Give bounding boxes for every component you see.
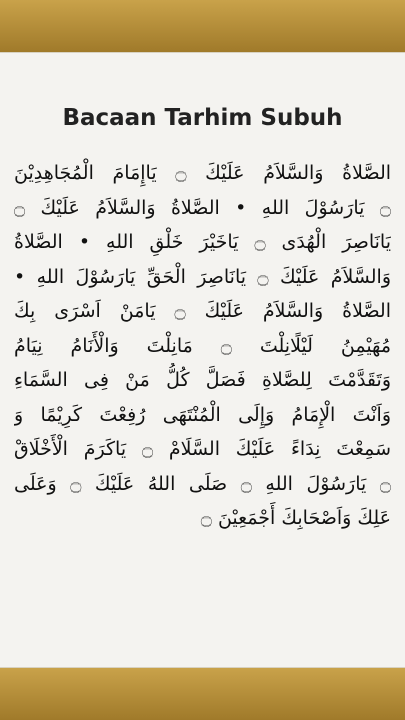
text-line: وَاَنْتَ الْإِمَامُ وَإِلَى الْمُنْتَهَى رُفِعْتَ كَرِيْمًا وَ <box>14 403 391 426</box>
text-line: مُهَيْمِنُ لَيْلًانِلْتَ ۝ مَانِلْتَ وَالْأَنَامُ نِيَامُ <box>14 334 391 357</box>
text-line: وَالسَّلاَمُ عَلَيْكَ ۝ يَانَاصِرَ الْحَقِّ يَارَسُوْلَ اللهِ • <box>14 265 391 288</box>
arabic-text-block <box>14 156 391 536</box>
text-line: سَمِعْتَ نِدَاءً عَلَيْكَ السَّلَامْ ۝ يَاكَرَمَ الْأَخْلَاقْ <box>14 438 391 460</box>
text-line: ۝ يَارَسُوْلَ اللهِ ۝ صَلَى اللهُ عَلَيْكَ ۝ وَعَلَى <box>14 472 391 495</box>
text-line: عَلِكَ وَاَصْحَابِكَ أَجْمَعِيْنَ ۝ <box>200 507 391 529</box>
text-line: وَتَقَدَّمْتَ لِلصَّلاةِ فَصَلَّ كُلُّ مَنْ فِى السَّمَاءِ <box>14 369 391 391</box>
page-title: Bacaan Tarhim Subuh <box>62 105 343 131</box>
top-gold-band <box>0 0 405 52</box>
text-line: الصَّلاةُ وَالسَّلاَمُ عَلَيْكَ ۝ يَامَنْ اَسْرَى بِكَ <box>14 300 391 322</box>
bottom-gold-band <box>0 668 405 720</box>
text-line: ۝ يَارَسُوْلَ اللهِ • الصَّلاةُ وَالسَّلاَمُ عَلَيْكَ ۝ <box>14 196 391 219</box>
text-line: الصَّلاةُ وَالسَّلاَمُ عَلَيْكَ ۝ يَاإِمَامَ الْمُجَاهِدِيْنَ <box>14 162 391 184</box>
text-line: يَانَاصِرَ الْهُدَى ۝ يَاخَيْرَ خَلْقِ اللهِ • الصَّلاةُ <box>14 231 391 253</box>
